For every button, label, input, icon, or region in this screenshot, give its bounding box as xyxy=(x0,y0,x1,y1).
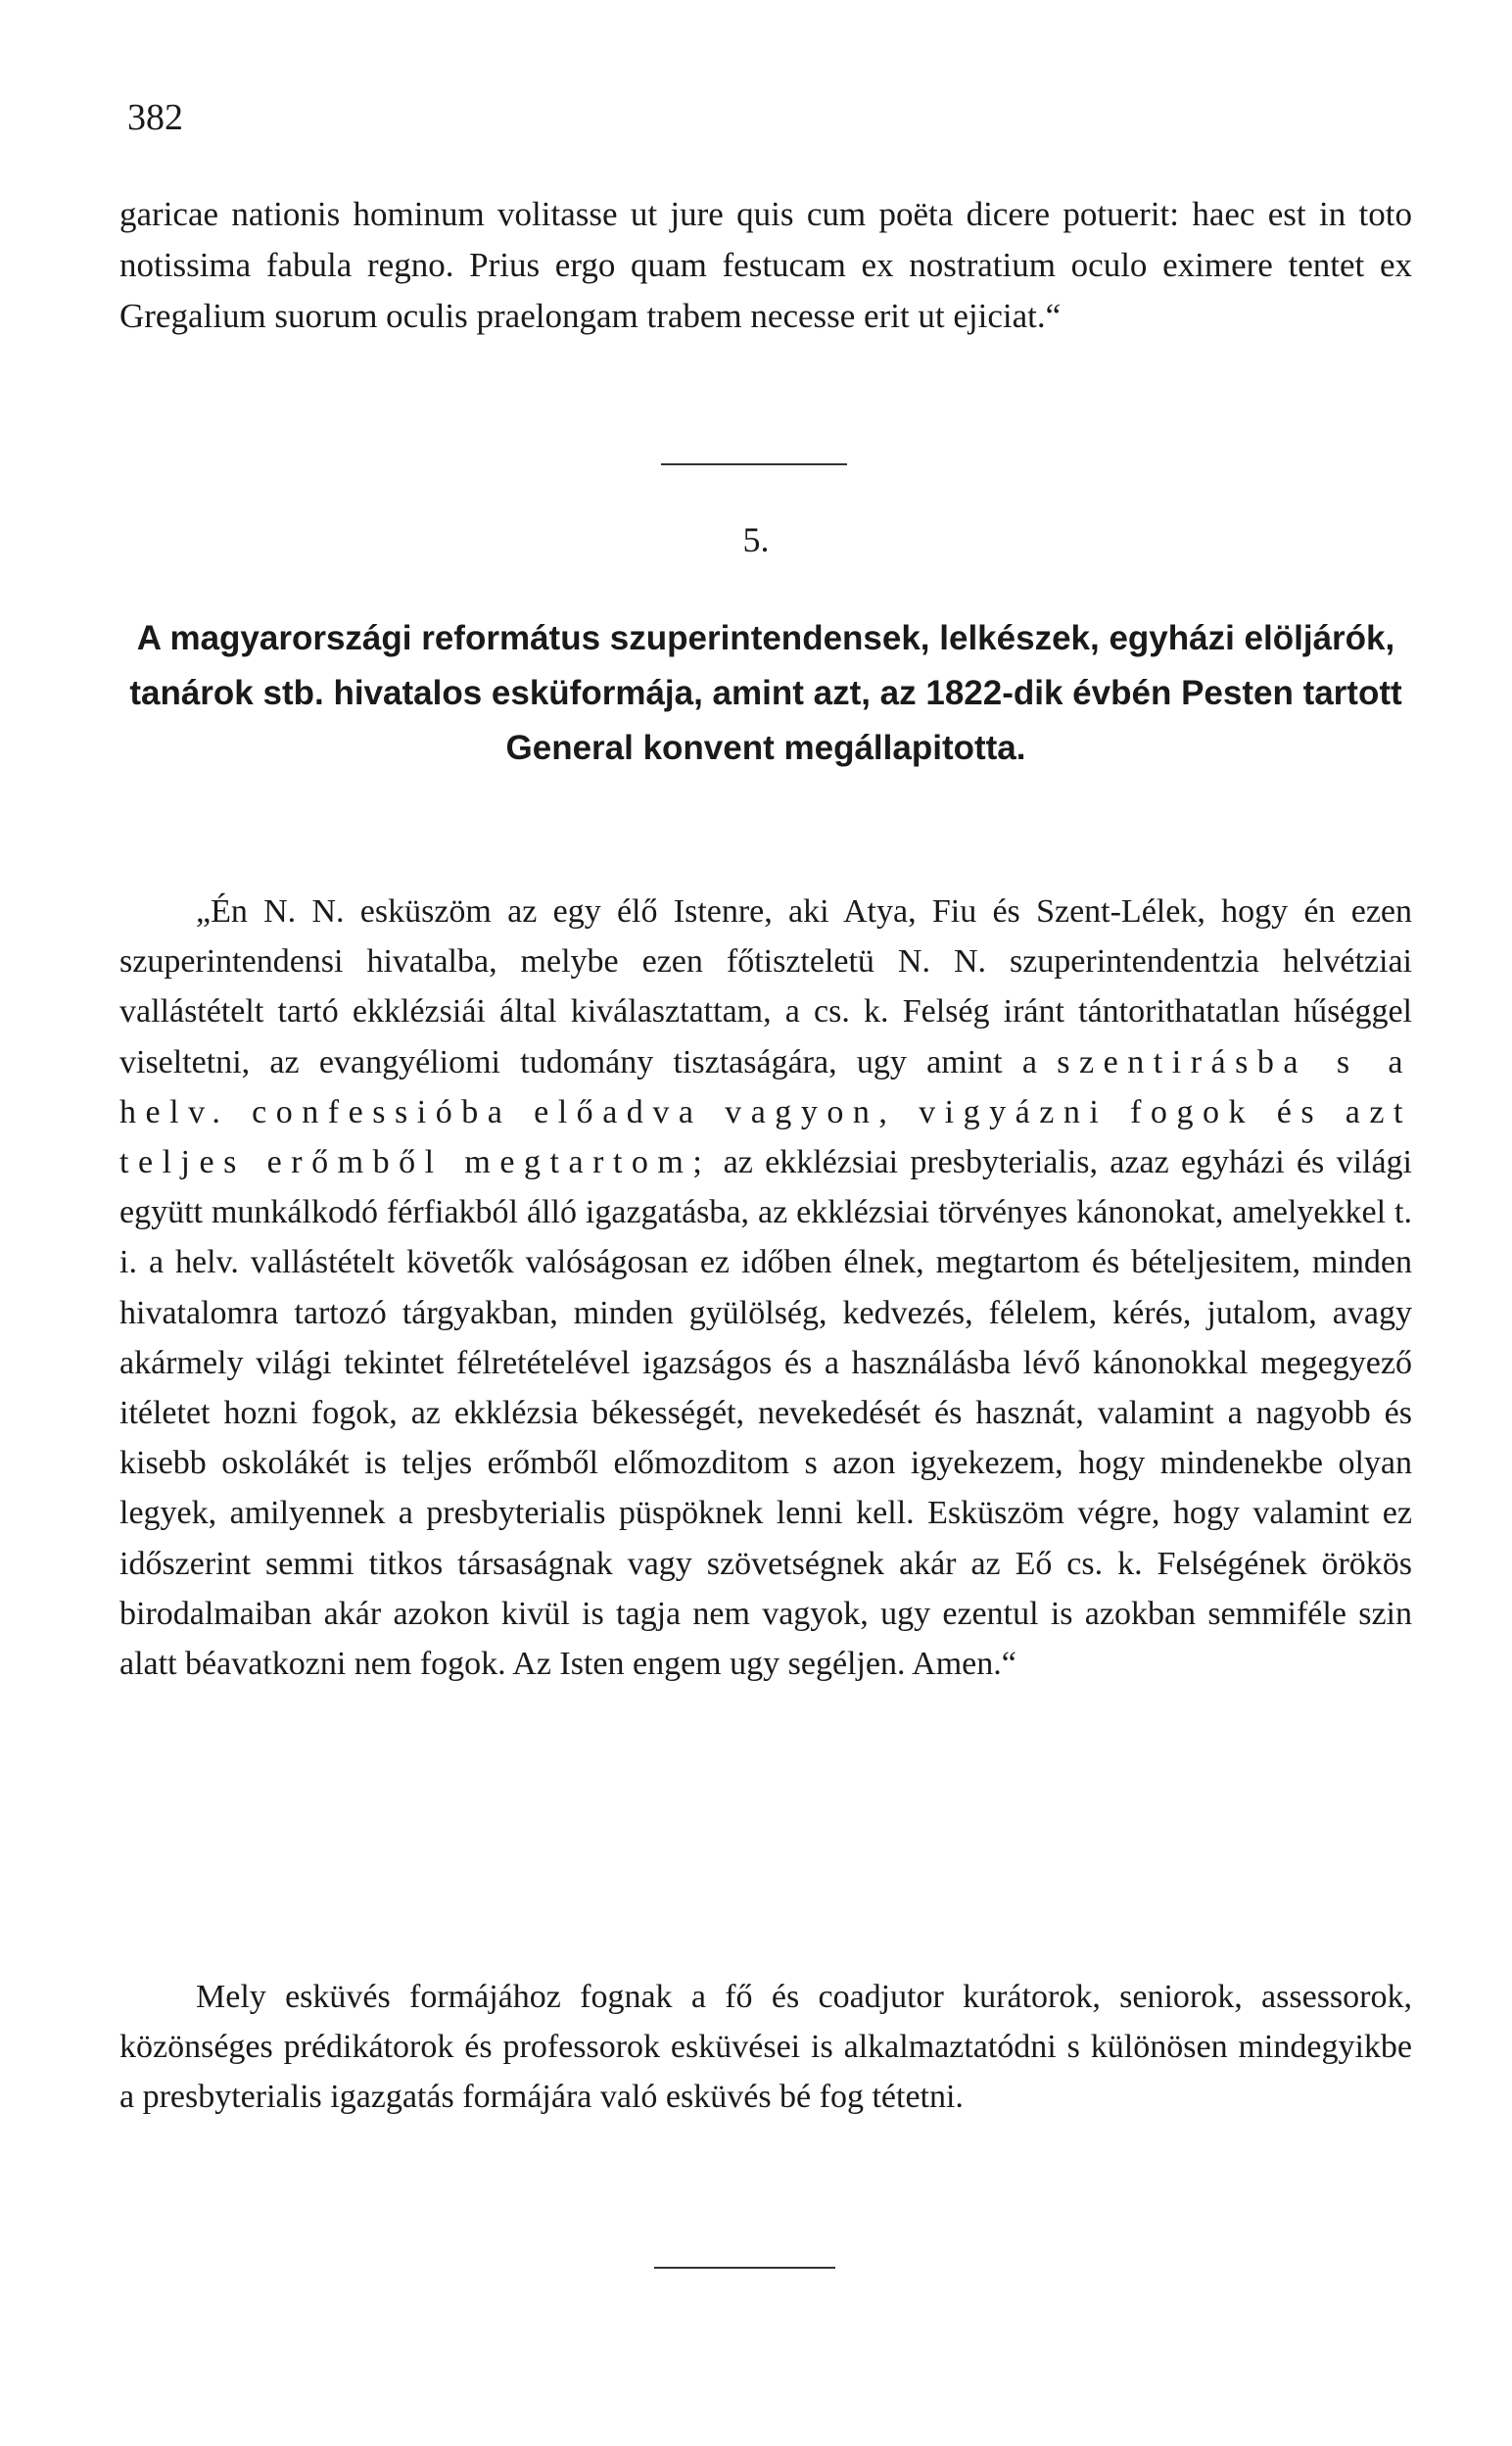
oath-text-end: az ekklézsiai presbyterialis, azaz egyházi és világi együtt munkálkodó férfiakból álló igazgatásba, az ekklézsiai törvényes kánonokat, amelyekkel t. i. a helv. vallástételt követők valóságosan ez időben élnek, megtartom és bételjesitem, minden hivatalomra tartozó tárgyakban, minden gyülölség, kedvezés, félelem, kérés, jutalom, avagy akármely világi tekintet félretételével igazságos és a használásba lévő kánonokkal megegyező itéletet hozni fogok, az ekklézsia békességét, nevekedését és hasznát, valamint a nagyobb és kisebb oskolákét is teljes erőmből előmozditom s azon igyekezem, hogy mindenekbe olyan legyek, amilyennek a presbyterialis püspöknek lenni kell. Esküszöm végre, hogy valamint ez időszerint semmi titkos társaságnak vagy szövetségnek akár az Eő cs. k. Felségének örökös birodalmaiban akár azokon kivül is tagja nem vagyok, ugy ezentul is azokban semmiféle szin alatt béavatkozni nem fogok. Az Isten engem ugy segéljen. Amen.“ xyxy=(119,1144,1412,1683)
page-number: 382 xyxy=(127,97,183,138)
oath-spaced-emphasis: szentirásba s a helv. confessióba előadva vagyon, vigyázni fogok és azt teljes erőmből megtartom; xyxy=(119,1043,1413,1181)
oath-paragraph xyxy=(119,887,1412,1689)
bottom-divider-rule xyxy=(654,2267,835,2269)
top-divider-rule xyxy=(661,463,847,465)
closing-note-paragraph: Mely esküvés formájához fognak a fő és coadjutor kurátorok, seniorok, assessorok, közönséges prédikátorok és professorok esküvései is alkalmaztatódni s különösen mindegyikbe a presbyterialis igazgatás formájára való esküvés bé fog tétetni. xyxy=(119,1979,1412,2115)
section-heading: A magyarországi református szuperintendensek, lelkészek, egyházi elöljárók, tanárok stb. hivatalos esküformája, amint azt, az 1822-dik évbén Pesten tartott General konvent megállapitotta. xyxy=(129,619,1402,767)
quote-tail-paragraph: garicae nationis hominum volitasse ut jure quis cum poëta dicere potuerit: haec est in toto notissima fabula regno. Prius ergo quam festucam ex nostratium oculo eximere tentet ex Gregalium suorum oculis praelongam trabem necesse erit ut ejiciat.“ xyxy=(119,195,1412,335)
section-number: 5. xyxy=(742,520,770,559)
oath-text-start: „Én N. N. esküszöm az egy élő Istenre, aki Atya, Fiu és Szent-Lélek, hogy én ezen szuperintendensi hivatalba, melybe ezen főtiszteletü N. N. szuperintendentzia helvétziai vallástételt tartó ekklézsiái által kiválasztattam, a cs. k. Felség iránt tántorithatatlan hűséggel viseltetni, az evangyéliomi tudomány tisztaságára, ugy amint a xyxy=(119,893,1412,1080)
